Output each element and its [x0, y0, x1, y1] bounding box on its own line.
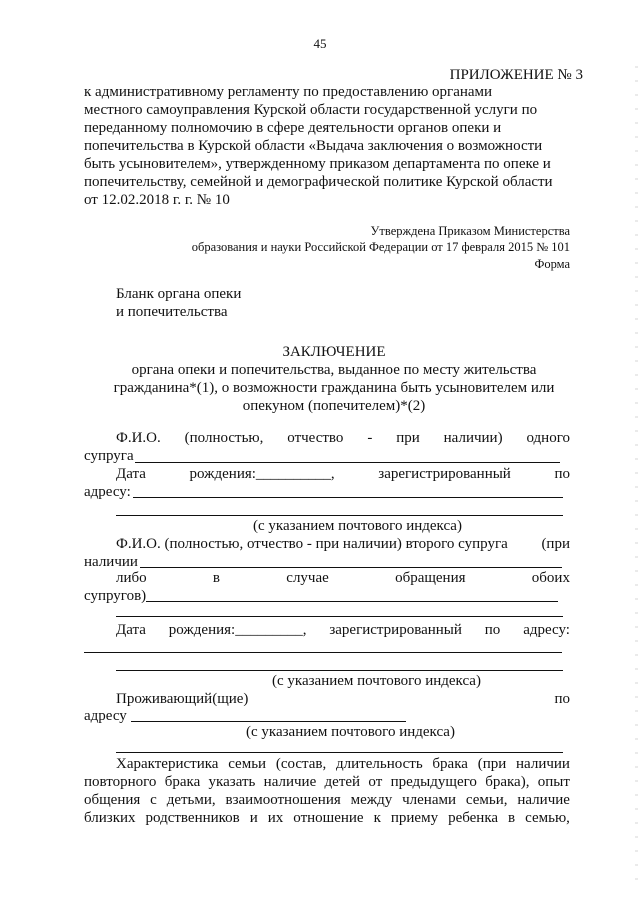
characteristics-line-3: общения с детьми, взаимоотношения между членами семьи, наличие: [84, 792, 570, 808]
spouse-label: супруга: [84, 448, 134, 464]
characteristics-line-4: близких родственников и их отношение к приему ребенка в семью,: [84, 810, 570, 826]
spouse1-fio-field[interactable]: [135, 462, 560, 463]
fio2-line: Ф.И.О. (полностью, отчество - при наличии) второго супруга (при: [116, 536, 570, 552]
appendix-line-6: попечительству, семейной и демографической политике Курской области: [84, 174, 553, 190]
fio1-line: Ф.И.О. (полностью, отчество - при наличии) одного: [116, 430, 570, 446]
dob2-line: Дата рождения:_________, зарегистрированный по адресу:: [116, 622, 570, 638]
address-label: адресу:: [84, 484, 131, 500]
residence-address-field[interactable]: [131, 721, 406, 722]
spouses-field[interactable]: [146, 601, 558, 602]
subtitle-line-2: гражданина*(1), о возможности гражданина быть усыновителем или: [113, 380, 555, 396]
availability-label: наличии: [84, 554, 138, 570]
spouses-field-2[interactable]: [116, 616, 563, 617]
approval-line-1: Утверждена Приказом Министерства: [370, 224, 570, 238]
subtitle-line-3: опекуном (попечителем)*(2): [242, 398, 426, 414]
appendix-line-3: переданному полномочию в сфере деятельности органов опеки и: [84, 120, 502, 136]
subtitle-line-1: органа опеки и попечительства, выданное по месту жительства: [131, 362, 537, 378]
spouse2-address-field-2[interactable]: [116, 670, 563, 671]
appendix-title: ПРИЛОЖЕНИЕ № 3: [449, 67, 583, 83]
appendix-line-7: от 12.02.2018 г. г. № 10: [84, 192, 230, 208]
blank-line-2: и попечительства: [116, 304, 228, 320]
appendix-line-2: местного самоуправления Курской области государственной услуги по: [84, 102, 538, 118]
characteristics-line-2: повторного брака указать наличие детей от предыдущего брака), опыт: [84, 774, 570, 790]
document-title: ЗАКЛЮЧЕНИЕ: [282, 344, 386, 360]
page-number: 45: [313, 36, 327, 51]
residence-extra-field[interactable]: [116, 752, 563, 753]
characteristics-line-1: Характеристика семьи (состав, длительность брака (при наличии: [116, 756, 570, 772]
spouse1-address-field[interactable]: [133, 497, 563, 498]
postal-hint-1: (с указанием почтового индекса): [253, 518, 462, 534]
postal-hint-3: (с указанием почтового индекса): [246, 724, 455, 740]
approval-line-3: Форма: [534, 257, 570, 271]
residing-line: Проживающий(щие) по: [116, 691, 570, 707]
dob1-line: Дата рождения:__________, зарегистрированный по: [116, 466, 570, 482]
appendix-line-4: попечительства в Курской области «Выдача заключения о возможности: [84, 138, 543, 154]
postal-hint-2: (с указанием почтового индекса): [272, 673, 481, 689]
appendix-line-5: быть усыновителем», утвержденному приказом департамента по опеке и: [84, 156, 551, 172]
spouse2-fio-field[interactable]: [140, 567, 562, 568]
blank-line-1: Бланк органа опеки: [116, 286, 242, 302]
or-case-line: либо в случае обращения обоих: [116, 570, 570, 586]
scan-edge-artifact: [635, 60, 638, 880]
appendix-line-1: к административному регламенту по предоставлению органами: [84, 84, 493, 100]
approval-line-2: образования и науки Российской Федерации от 17 февраля 2015 № 101: [191, 240, 570, 254]
spouses-label: супругов): [84, 588, 147, 604]
spouse1-address-field-2[interactable]: [116, 515, 563, 516]
spouse2-address-field[interactable]: [84, 652, 562, 653]
address-label-2: адресу: [84, 708, 127, 724]
